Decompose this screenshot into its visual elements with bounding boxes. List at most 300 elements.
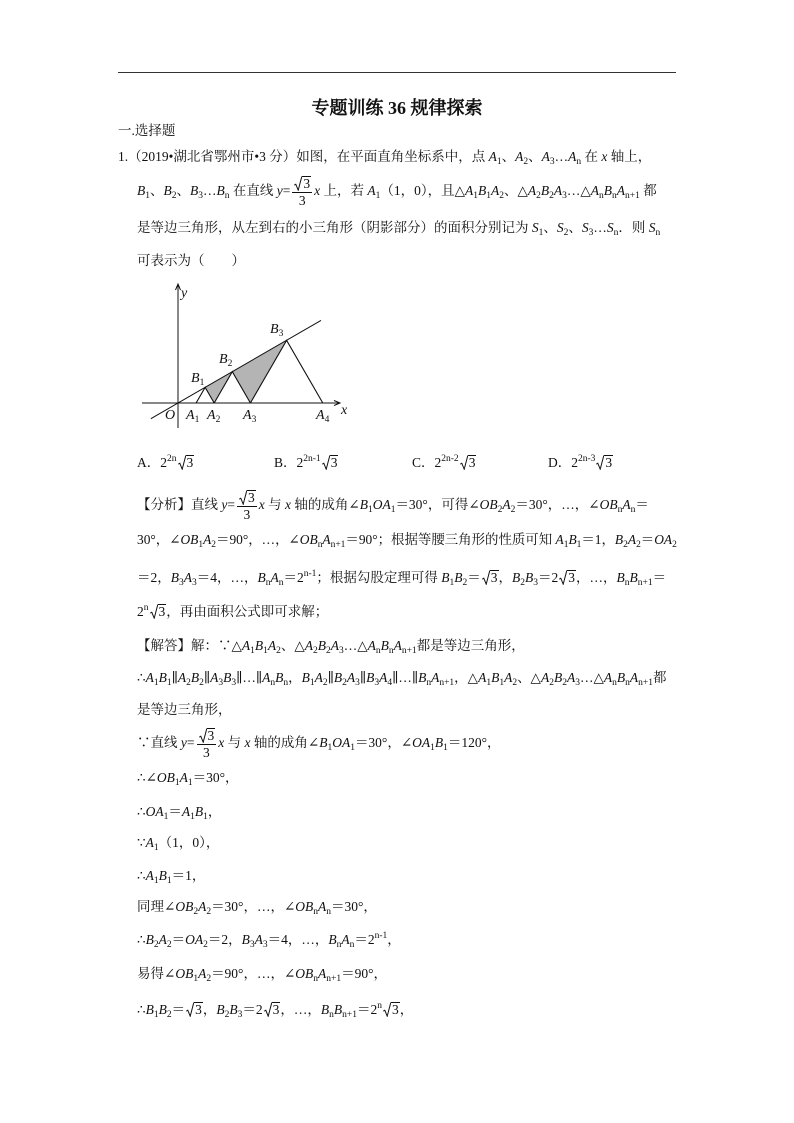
superscript: 2n-3: [578, 454, 596, 464]
subscript: n: [265, 578, 271, 588]
variable-letter: B: [366, 670, 375, 685]
math-variable: [382, 496, 396, 515]
solution-line-4: [137, 728, 677, 760]
subscript: 2: [206, 907, 212, 917]
text-run: C．2: [412, 455, 442, 470]
text-run: ＝1，: [171, 868, 206, 883]
math-variable: [185, 966, 199, 984]
text-run: （1，0），且△: [380, 182, 466, 198]
math-variable: [314, 670, 328, 688]
variable-letter: B: [241, 932, 250, 947]
text-run: 可表示为（ ）: [137, 253, 245, 268]
variable-letter: A: [155, 804, 164, 819]
variable-letter: B: [489, 496, 498, 512]
radicand: 3: [391, 1002, 399, 1017]
subscript: 1: [486, 190, 492, 201]
text-run: ＝30°，: [331, 899, 377, 914]
math-variable: O: [332, 734, 342, 750]
variable-letter: B: [454, 570, 463, 585]
denominator: [299, 193, 306, 208]
math-variable: [556, 220, 569, 238]
subscript: n: [617, 504, 623, 515]
variable-letter: A: [502, 496, 511, 512]
math-variable: [305, 966, 319, 984]
variable-letter: B: [229, 1002, 238, 1017]
text-run: ∴: [137, 670, 146, 685]
variable-letter: B: [145, 932, 154, 947]
square-root: [482, 570, 499, 585]
subscript: 2: [322, 678, 328, 688]
solution-line-7: [137, 832, 677, 854]
variable-letter: B: [145, 1002, 154, 1017]
variable-letter: B: [194, 804, 204, 819]
subscript: 1: [473, 190, 479, 201]
math-variable: [627, 532, 641, 550]
math-variable: [254, 638, 268, 656]
text-run: ∥: [171, 670, 178, 685]
subscript: 2: [636, 540, 641, 550]
text-run: ＝30°，…，∠: [211, 899, 296, 914]
math-variable: [181, 804, 195, 822]
square-root: [199, 728, 216, 743]
math-variable: O: [412, 734, 422, 750]
radicand: 3: [330, 455, 338, 470]
math-variable: [504, 670, 518, 688]
point-label-b1: [191, 371, 205, 388]
text-run: …: [593, 220, 607, 235]
variable-letter: B: [614, 532, 624, 547]
point-subscript: 4: [324, 415, 330, 425]
text-run: ＝2: [354, 932, 375, 947]
subscript: 2: [313, 646, 318, 656]
solution-line-2: [137, 667, 677, 689]
text-run: ∵直线: [137, 734, 181, 750]
math-variable: O: [185, 932, 195, 947]
variable-letter: B: [441, 570, 450, 585]
text-run: 与: [224, 734, 245, 750]
text-run: 、△: [280, 638, 305, 653]
subscript: n: [624, 578, 630, 588]
square-root: [239, 490, 256, 505]
math-variable: [629, 670, 653, 688]
math-variable: [158, 670, 172, 688]
text-run: ，: [399, 1002, 414, 1017]
math-variable: O: [299, 532, 310, 547]
math-variable: [254, 932, 268, 950]
subscript: 1: [203, 812, 208, 822]
radicand: 3: [605, 455, 613, 470]
math-variable: [431, 670, 455, 688]
text-run: ，…，: [576, 570, 617, 585]
text-run: …: [554, 149, 569, 164]
superscript: n: [143, 603, 149, 613]
text-run: 是等边三角形，从左到右的小三角形（阴影部分）的面积分别记为: [137, 220, 532, 235]
text-run: B．2: [274, 455, 304, 470]
text-run: ＝4，…，: [196, 570, 258, 585]
math-variable: [319, 734, 333, 753]
subscript: 2: [512, 678, 518, 688]
subscript: n: [326, 907, 332, 917]
math-variable: [366, 670, 380, 688]
variable-letter: S: [581, 220, 589, 235]
math-variable: [145, 835, 159, 853]
subscript: 1: [153, 678, 159, 688]
problem-line-2: [137, 176, 677, 208]
variable-letter: B: [568, 532, 577, 547]
text-run: 30°，∠: [137, 532, 181, 547]
subscript: 3: [339, 646, 344, 656]
math-variable: [603, 182, 617, 201]
radical-sign-icon: [383, 1002, 391, 1017]
math-variable: [525, 570, 539, 588]
math-variable: [614, 532, 628, 550]
option-c: [412, 452, 476, 474]
text-run: ＝2: [283, 570, 304, 585]
square-root: [383, 1002, 400, 1017]
variable-letter: A: [421, 734, 431, 750]
text-run: ＝: [635, 496, 649, 512]
radicand: 3: [158, 604, 166, 619]
math-variable: [491, 182, 505, 201]
math-variable: [333, 1002, 357, 1020]
subscript: 1: [367, 504, 373, 515]
subscript: 2: [672, 540, 677, 550]
math-variable: O: [175, 899, 186, 914]
text-run: 轴的成角∠: [250, 734, 320, 750]
point-letter: B: [219, 352, 228, 367]
variable-letter: B: [190, 670, 200, 685]
subscript: n: [625, 678, 630, 688]
analysis-line-4: [137, 601, 677, 623]
math-variable: x: [218, 734, 225, 750]
subscript: 1: [174, 778, 180, 788]
problem-line-1: [118, 146, 676, 168]
math-variable: [223, 670, 237, 688]
variable-letter: B: [333, 670, 343, 685]
subscript: 2: [623, 540, 628, 550]
subscript: 2: [171, 190, 177, 201]
variable-letter: B: [190, 532, 199, 547]
math-variable: [145, 670, 159, 688]
variable-letter: A: [465, 182, 474, 198]
variable-letter: A: [590, 182, 600, 198]
subscript: 3: [355, 678, 360, 688]
math-variable: [328, 932, 342, 950]
subscript: 2: [206, 974, 212, 984]
text-run: 、: [528, 149, 542, 164]
radical-sign-icon: [178, 455, 186, 470]
math-variable: [502, 496, 516, 515]
variable-letter: A: [346, 670, 356, 685]
subscript: n: [336, 940, 342, 950]
math-variable: [622, 496, 636, 515]
variable-letter: B: [609, 496, 618, 512]
math-variable: [515, 149, 529, 167]
variable-letter: B: [525, 570, 534, 585]
subscript: 1: [563, 540, 569, 550]
subscript: 1: [430, 742, 435, 753]
problem-line-3: [137, 217, 677, 239]
text-run: ＝: [171, 932, 186, 947]
math-variable: [393, 638, 417, 656]
text-run: ＝: [171, 1002, 186, 1017]
subscript: 2: [199, 678, 204, 688]
variable-letter: A: [304, 638, 314, 653]
text-run: ∥: [203, 670, 211, 685]
math-variable: O: [175, 966, 186, 981]
math-variable: [137, 182, 150, 201]
variable-letter: B: [317, 638, 327, 653]
subscript: n+1: [401, 646, 417, 656]
square-root: [186, 1002, 203, 1017]
math-variable: [170, 570, 184, 588]
math-variable: [568, 149, 582, 167]
math-variable: [359, 496, 373, 515]
subscript: 3: [562, 190, 567, 201]
text-run: ＝1，: [581, 532, 615, 547]
radical-sign-icon: [199, 728, 207, 743]
header-rule: [118, 72, 676, 73]
math-variable: [198, 899, 212, 917]
numerator: [237, 490, 257, 507]
variable-letter: B: [305, 899, 314, 914]
subscript: 1: [375, 190, 381, 201]
math-variable: [527, 182, 541, 201]
subscript: 2: [193, 907, 199, 917]
x-axis-label: x: [341, 403, 348, 418]
math-variable: [317, 638, 331, 656]
subscript: 3: [262, 940, 268, 950]
variable-letter: A: [541, 149, 550, 164]
shaded-triangle-1: [205, 372, 232, 403]
radical-sign-icon: [294, 176, 302, 191]
subscript: n: [224, 190, 230, 201]
subscript: 3: [198, 190, 203, 201]
math-variable: y: [276, 182, 283, 198]
subscript: n: [278, 578, 284, 588]
math-variable: O: [156, 770, 167, 785]
math-variable: [379, 670, 393, 688]
variable-letter: B: [603, 182, 613, 198]
math-variable: [210, 670, 224, 688]
subscript: n: [612, 678, 617, 688]
math-variable: [341, 932, 355, 950]
radical-sign-icon: [596, 455, 604, 470]
subscript: 3: [374, 678, 380, 688]
subscript: 2: [549, 190, 554, 201]
subscript: n: [655, 228, 661, 238]
text-run: ＝: [640, 532, 655, 547]
text-run: ∴: [137, 932, 146, 947]
variable-letter: B: [166, 770, 175, 785]
math-variable: [540, 182, 554, 201]
point-label-a2: [206, 408, 221, 425]
variable-letter: A: [629, 670, 639, 685]
text-run: 、: [176, 182, 190, 198]
text-run: ，: [387, 932, 401, 947]
radical-sign-icon: [239, 490, 247, 505]
text-run: ∥: [327, 670, 334, 685]
variable-letter: B: [333, 1002, 343, 1017]
text-run: ＝30°，可得∠: [395, 496, 480, 512]
subscript: 1: [390, 504, 396, 515]
text-run: ∵: [137, 835, 146, 850]
text-run: 同理∠: [137, 899, 176, 914]
variable-letter: A: [183, 570, 192, 585]
math-variable: [531, 220, 544, 238]
text-run: 1.（2019•湖北省鄂州市•3 分）如图，在平面直角坐标系中，点: [118, 149, 489, 164]
math-variable: [309, 532, 323, 550]
subscript: 1: [187, 778, 193, 788]
subscript: n+1: [637, 578, 653, 588]
math-variable: O: [479, 496, 490, 512]
text-run: 都: [652, 670, 667, 685]
subscript: 2: [563, 228, 569, 238]
variable-letter: B: [163, 182, 172, 198]
subscript: 1: [576, 540, 582, 550]
subscript: 2: [166, 940, 172, 950]
variable-letter: A: [318, 899, 327, 914]
subscript: 2: [523, 157, 529, 167]
subscript: 2: [203, 940, 208, 950]
radical-sign-icon: [264, 1002, 272, 1017]
solution-line-1: [137, 635, 677, 657]
text-run: =: [186, 734, 195, 750]
fraction: [292, 176, 312, 208]
numerator: [292, 176, 312, 193]
point-label-b2: [219, 352, 233, 369]
variable-letter: A: [616, 182, 626, 198]
subscript: n: [426, 678, 432, 688]
math-variable: [555, 532, 569, 550]
subscript: 3: [549, 157, 555, 167]
subscript: 1: [538, 228, 544, 238]
option-b: [274, 452, 338, 474]
math-variable: [566, 670, 580, 688]
superscript: 2n-1: [303, 454, 321, 464]
subscript: 2: [549, 678, 554, 688]
subscript: 2: [562, 678, 567, 688]
analysis-line-2: [137, 529, 677, 551]
square-root: [294, 176, 311, 191]
math-variable: O: [295, 899, 306, 914]
text-run: ，: [207, 804, 222, 819]
math-variable: [590, 182, 604, 201]
text-run: 、: [568, 220, 582, 235]
radical-sign-icon: [186, 1002, 194, 1017]
math-variable: x: [285, 496, 291, 512]
subscript: 1: [309, 678, 315, 688]
subscript: 1: [449, 578, 455, 588]
math-variable: [145, 1002, 159, 1020]
text-run: 轴的成角∠: [291, 496, 360, 512]
subscript: 3: [218, 678, 224, 688]
variable-letter: B: [319, 734, 328, 750]
text-run: 、△: [517, 670, 541, 685]
math-variable: [241, 638, 255, 656]
variable-letter: B: [158, 1002, 167, 1017]
fraction: [237, 490, 257, 522]
solution-line-8: [137, 865, 677, 887]
square-root: [150, 604, 167, 619]
subscript: n: [317, 540, 323, 550]
math-variable: [320, 1002, 334, 1020]
text-run: 轴上，: [607, 149, 652, 164]
superscript: 2n: [167, 454, 177, 464]
math-variable: [305, 899, 319, 917]
variable-letter: B: [185, 966, 194, 981]
math-variable: y: [180, 734, 187, 750]
variable-letter: B: [616, 570, 625, 585]
radicand: 3: [195, 1002, 202, 1017]
subscript: 2: [342, 678, 347, 688]
math-variable: [606, 220, 619, 238]
math-variable: [241, 932, 255, 950]
subscript: 1: [153, 843, 159, 853]
math-variable: [609, 496, 623, 515]
subscript: 2: [499, 190, 505, 201]
math-variable: [491, 670, 505, 688]
text-run: ＝: [467, 570, 481, 585]
math-variable: [190, 182, 203, 201]
text-run: ＝: [168, 804, 182, 819]
radicand: 3: [303, 176, 311, 191]
variable-letter: B: [254, 638, 264, 653]
subscript: 1: [153, 1010, 159, 1020]
math-variable: [145, 868, 159, 886]
subscript: 1: [145, 190, 150, 201]
text-run: ，再由面积公式即可求解；: [166, 604, 329, 619]
subscript: n+1: [439, 678, 455, 688]
text-run: 3: [243, 507, 251, 522]
solution-line-11: [137, 963, 677, 985]
math-variable: [322, 532, 346, 550]
variable-letter: B: [540, 182, 550, 198]
point-label-b3: [270, 322, 284, 339]
text-run: 都: [639, 182, 657, 198]
math-variable: x: [601, 149, 608, 164]
text-run: ，: [202, 1002, 217, 1017]
square-root: [559, 570, 576, 585]
subscript: 3: [588, 228, 594, 238]
variable-letter: B: [629, 570, 638, 585]
analysis-line-3: [137, 567, 677, 589]
variable-letter: A: [515, 149, 524, 164]
variable-letter: A: [210, 670, 219, 685]
math-variable: [512, 570, 526, 588]
math-variable: [267, 638, 281, 656]
subscript: 3: [179, 578, 184, 588]
point-letter: B: [270, 322, 279, 337]
solution-line-3: [137, 699, 677, 721]
text-run: ＝90°；根据等腰三角形的性质可知: [345, 532, 556, 547]
math-variable: [155, 804, 169, 822]
text-run: ∥…∥: [392, 670, 419, 685]
superscript: 2n-2: [441, 454, 459, 464]
variable-letter: A: [431, 670, 440, 685]
subscript: n+1: [625, 190, 640, 201]
text-run: =: [282, 182, 291, 198]
square-root: [322, 455, 339, 470]
subscript: 2: [326, 646, 331, 656]
variable-letter: A: [504, 670, 513, 685]
variable-letter: S: [531, 220, 539, 235]
text-run: ，△: [454, 670, 479, 685]
variable-letter: B: [158, 868, 167, 883]
variable-letter: A: [627, 532, 637, 547]
variable-letter: B: [216, 182, 225, 198]
text-run: ＝: [652, 570, 667, 585]
